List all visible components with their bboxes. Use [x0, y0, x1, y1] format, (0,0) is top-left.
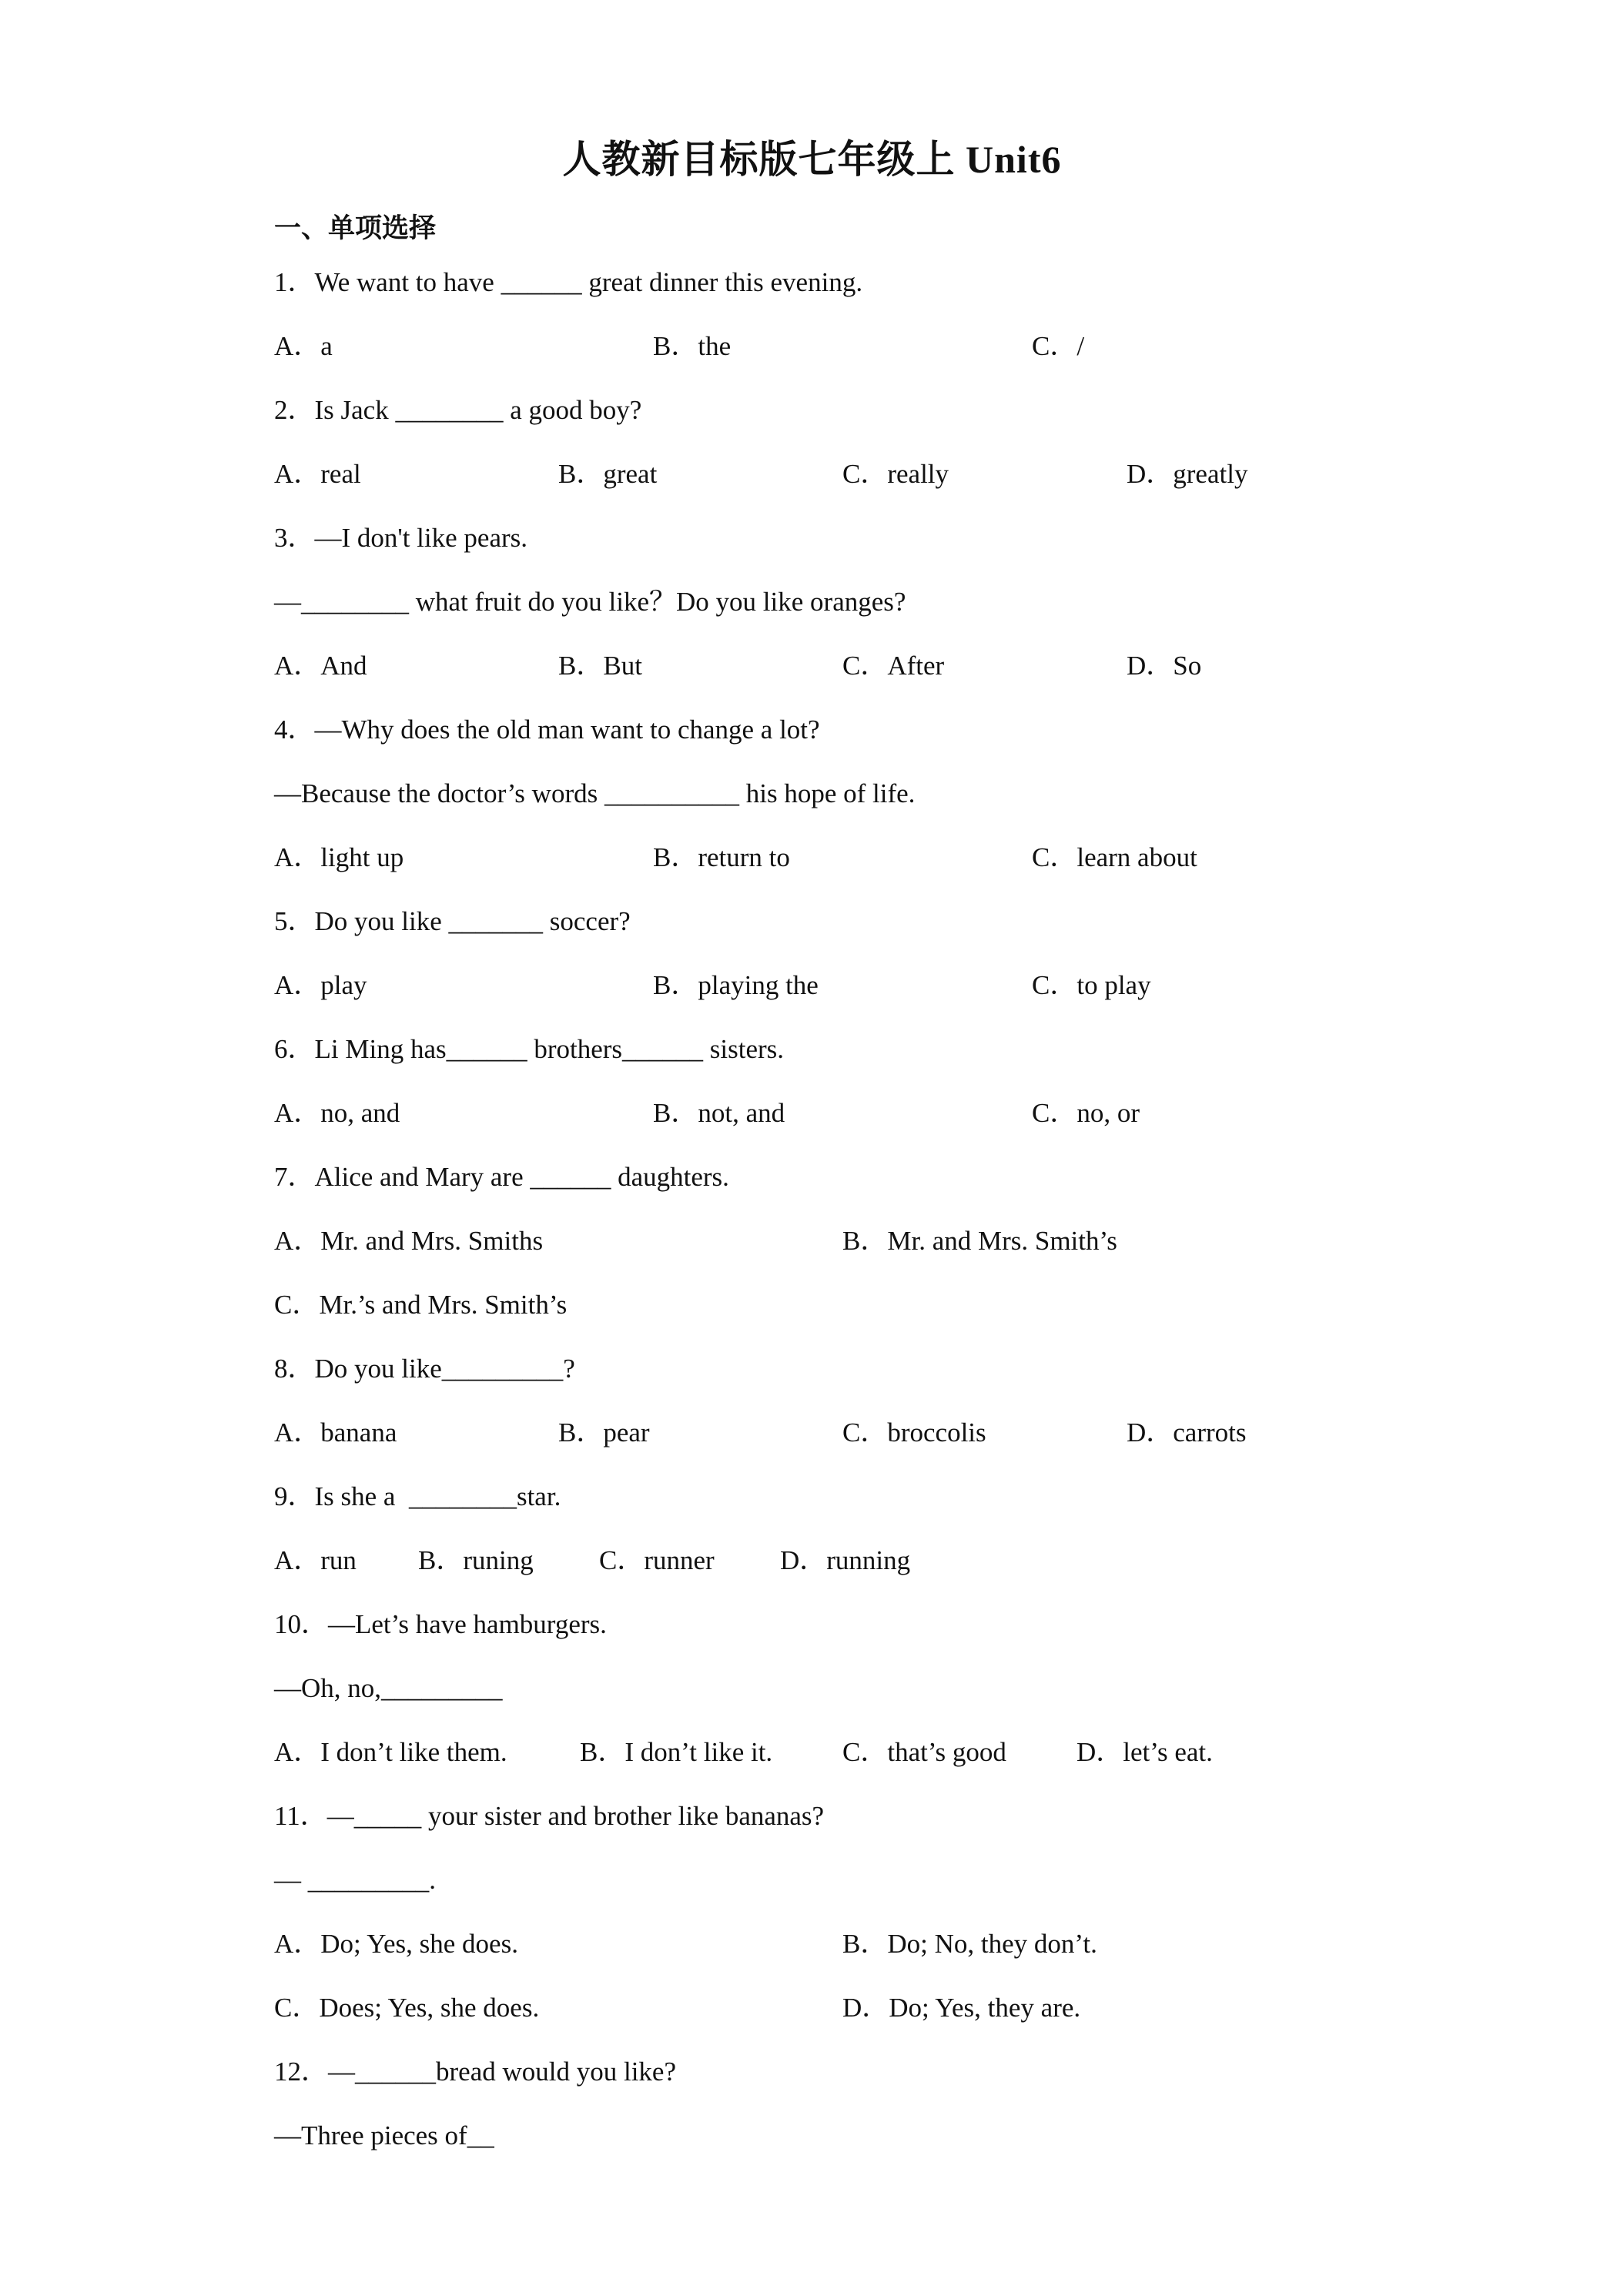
question-4-stem: 4．—Why does the old man want to change a lot? [274, 715, 820, 745]
question-3-stem-2: —________ what fruit do you like？Do you like oranges? [274, 587, 906, 617]
question-3-option-c: C．After [842, 651, 945, 681]
question-2-option-b: B．great [558, 459, 658, 489]
question-9-stem: 9．Is she a ________star. [274, 1481, 561, 1511]
question-4-stem-2: —Because the doctor’s words __________ his hope of life. [274, 778, 916, 808]
question-3-stem: 3．—I don't like pears. [274, 523, 528, 553]
section-heading: 一、单项选择 [274, 213, 437, 243]
question-6-stem: 6．Li Ming has______ brothers______ sisters. [274, 1034, 785, 1064]
question-7-option-a: A．Mr. and Mrs. Smiths [274, 1226, 544, 1256]
question-4-option-c: C．learn about [1032, 842, 1197, 872]
question-11-stem: 11．—_____ your sister and brother like bananas? [274, 1801, 825, 1831]
question-10-option-d: D．let’s eat. [1077, 1737, 1213, 1767]
question-11-option-c: C．Does; Yes, she does. [274, 1993, 540, 2023]
question-6-option-b: B．not, and [653, 1098, 785, 1128]
question-11-option-d: D．Do; Yes, they are. [842, 1993, 1081, 2023]
question-1-stem: 1．We want to have ______ great dinner this evening. [274, 267, 863, 297]
question-10-option-a: A．I don’t like them. [274, 1737, 507, 1767]
question-7-option-b: B．Mr. and Mrs. Smith’s [842, 1226, 1117, 1256]
question-12-stem-2: —Three pieces of__ [274, 2120, 494, 2150]
question-11-option-b: B．Do; No, they don’t. [842, 1929, 1097, 1959]
question-7-option-c: C．Mr.’s and Mrs. Smith’s [274, 1290, 568, 1320]
question-6-option-a: A．no, and [274, 1098, 400, 1128]
question-8-option-d: D．carrots [1127, 1417, 1247, 1448]
question-2-stem: 2．Is Jack ________ a good boy? [274, 395, 642, 425]
question-11-stem-2: — _________. [274, 1865, 436, 1895]
question-1-option-b: B．the [653, 331, 732, 361]
question-3-option-b: B．But [558, 651, 642, 681]
question-4-option-a: A．light up [274, 842, 404, 872]
question-10-stem-2: —Oh, no,_________ [274, 1673, 503, 1703]
question-3-option-d: D．So [1127, 651, 1202, 681]
question-12-stem: 12．—______bread would you like? [274, 2057, 676, 2087]
page-title: 人教新目标版七年级上 Unit6 [562, 138, 1062, 181]
question-8-option-b: B．pear [558, 1417, 650, 1448]
question-2-option-c: C．really [842, 459, 949, 489]
question-5-option-c: C．to play [1032, 970, 1151, 1000]
question-2-option-d: D．greatly [1127, 459, 1248, 489]
question-6-option-c: C．no, or [1032, 1098, 1140, 1128]
question-5-option-a: A．play [274, 970, 367, 1000]
question-4-option-b: B．return to [653, 842, 790, 872]
question-3-option-a: A．And [274, 651, 367, 681]
question-9-option-b: B．runing [418, 1545, 534, 1575]
question-8-stem: 8．Do you like_________? [274, 1354, 575, 1384]
question-10-option-c: C．that’s good [842, 1737, 1006, 1767]
question-10-option-b: B．I don’t like it. [580, 1737, 773, 1767]
question-1-option-a: A．a [274, 331, 333, 361]
question-1-option-c: C．/ [1032, 331, 1085, 361]
question-5-option-b: B．playing the [653, 970, 819, 1000]
question-11-option-a: A．Do; Yes, she does. [274, 1929, 518, 1959]
question-10-stem: 10．—Let’s have hamburgers. [274, 1609, 607, 1639]
question-9-option-a: A．run [274, 1545, 357, 1575]
question-8-option-c: C．broccolis [842, 1417, 986, 1448]
question-5-stem: 5．Do you like _______ soccer? [274, 906, 631, 936]
question-8-option-a: A．banana [274, 1417, 397, 1448]
question-9-option-c: C．runner [599, 1545, 715, 1575]
question-7-stem: 7．Alice and Mary are ______ daughters. [274, 1162, 729, 1192]
question-9-option-d: D．running [780, 1545, 911, 1575]
question-2-option-a: A．real [274, 459, 361, 489]
